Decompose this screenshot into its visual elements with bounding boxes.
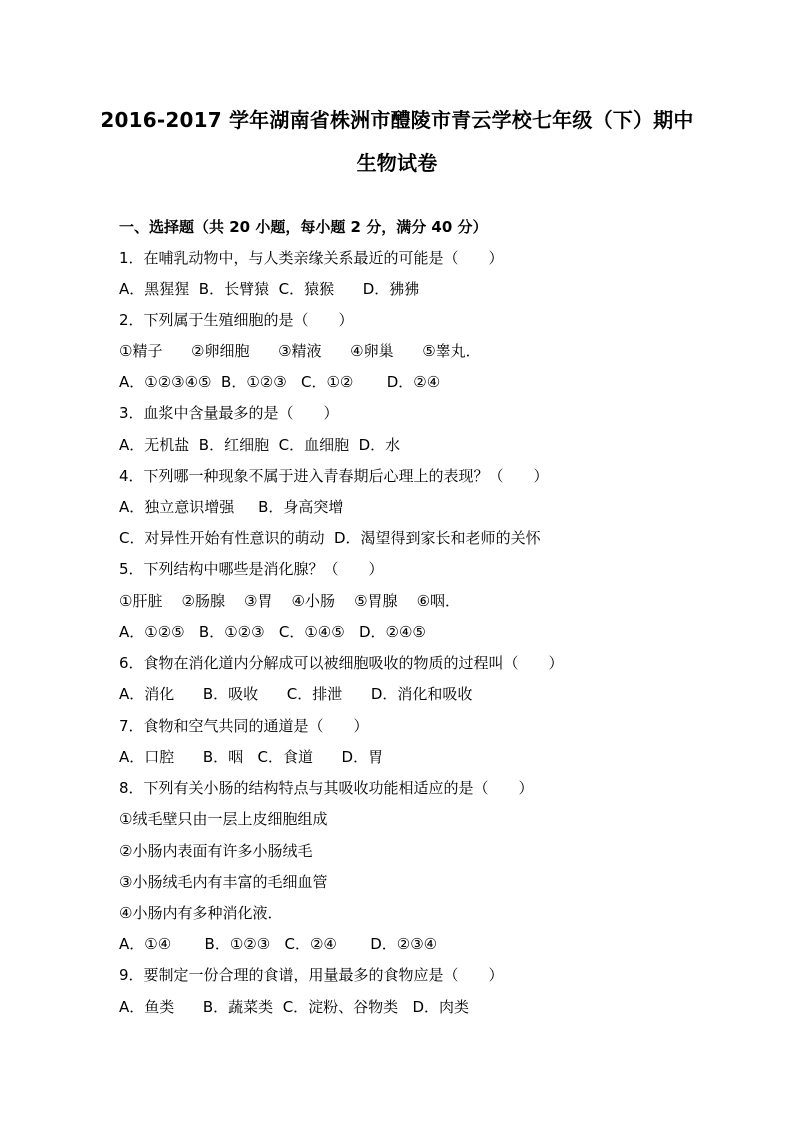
question-1-options: A．黑猩猩 B．长臂猿 C．猿猴 D．狒狒 xyxy=(119,280,420,298)
question-8-options: A．①④ B．①②③ C．②④ D．②③④ xyxy=(119,935,438,953)
exam-title-line-2: 生物试卷 xyxy=(356,151,438,175)
question-7: 7．食物和空气共同的通道是（ ） xyxy=(119,717,369,735)
question-8-item-3: ③小肠绒毛内有丰富的毛细血管 xyxy=(119,873,328,891)
question-4: 4．下列哪一种现象不属于进入青春期后心理上的表现？（ ） xyxy=(119,467,549,485)
question-8-item-4: ④小肠内有多种消化液． xyxy=(119,904,283,922)
question-3: 3．血浆中含量最多的是（ ） xyxy=(119,404,339,422)
question-4-options-ab: A．独立意识增强 B．身高突增 xyxy=(119,498,344,516)
question-8-item-2: ②小肠内表面有许多小肠绒毛 xyxy=(119,842,313,860)
question-5-options: A．①②⑤ B．①②③ C．①④⑤ D．②④⑤ xyxy=(119,623,426,641)
question-8-item-1: ①绒毛壁只由一层上皮细胞组成 xyxy=(119,810,328,828)
exam-title-line-1: 2016-2017 学年湖南省株洲市醴陵市青云学校七年级（下）期中 xyxy=(100,108,694,132)
question-3-options: A．无机盐 B．红细胞 C．血细胞 D．水 xyxy=(119,436,401,454)
question-9: 9．要制定一份合理的食谱，用量最多的食物应是（ ） xyxy=(119,966,504,984)
question-9-options: A．鱼类 B．蔬菜类 C．淀粉、谷物类 D．肉类 xyxy=(119,998,470,1016)
question-2: 2．下列属于生殖细胞的是（ ） xyxy=(119,311,354,329)
question-5-items: ①肝脏 ②肠腺 ③胃 ④小肠 ⑤胃腺 ⑥咽． xyxy=(119,592,461,610)
question-1: 1．在哺乳动物中，与人类亲缘关系最近的可能是（ ） xyxy=(119,249,504,267)
question-5: 5．下列结构中哪些是消化腺？（ ） xyxy=(119,560,384,578)
question-6-options: A．消化 B．吸收 C．排泄 D．消化和吸收 xyxy=(119,685,473,703)
question-6: 6．食物在消化道内分解成可以被细胞吸收的物质的过程叫（ ） xyxy=(119,654,564,672)
question-2-items: ①精子 ②卵细胞 ③精液 ④卵巢 ⑤睾丸． xyxy=(119,342,481,360)
question-4-options-cd: C．对异性开始有性意识的萌动 D．渴望得到家长和老师的关怀 xyxy=(119,529,541,547)
question-8: 8．下列有关小肠的结构特点与其吸收功能相适应的是（ ） xyxy=(119,779,534,797)
question-2-options: A．①②③④⑤ B．①②③ C．①② D．②④ xyxy=(119,373,441,391)
section-heading: 一、选择题（共 20 小题，每小题 2 分，满分 40 分） xyxy=(119,218,488,236)
question-7-options: A．口腔 B．咽 C．食道 D．胃 xyxy=(119,748,384,766)
